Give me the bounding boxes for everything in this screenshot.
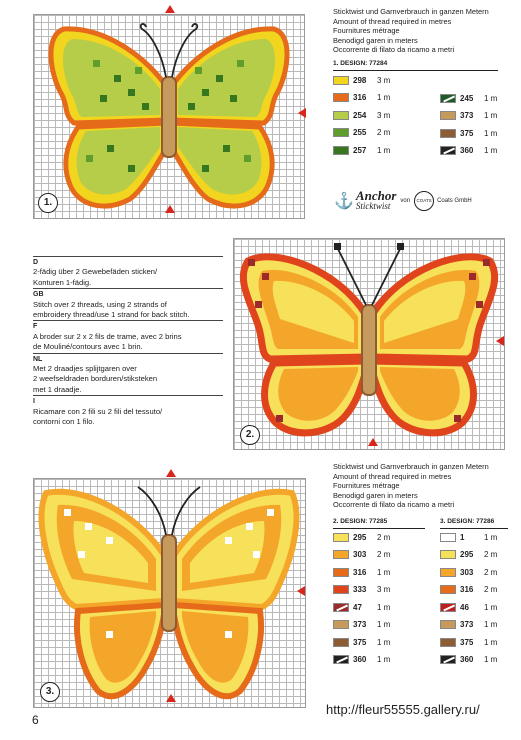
thread-code: 295: [460, 550, 474, 559]
thread-row: [333, 601, 413, 613]
color-swatch: [333, 533, 349, 542]
pattern-chart-1: [33, 14, 305, 219]
color-swatch: [333, 568, 349, 577]
brand-sub: Sticktwist: [355, 201, 391, 211]
thread-quantity: 2 m: [484, 567, 498, 577]
thread-quantity: 1 m: [484, 93, 498, 103]
thread-row: [440, 636, 520, 648]
thread-code: 360: [460, 146, 474, 155]
thread-row: [440, 619, 520, 631]
language-code: I: [33, 395, 223, 406]
thread-code: 303: [353, 550, 367, 559]
info-line: Benodigd garen in meters: [333, 490, 418, 500]
thread-row: [440, 601, 520, 613]
thread-code: 360: [353, 655, 367, 664]
thread-quantity: 1 m: [377, 637, 391, 647]
butterfly-3-drawing: [34, 479, 305, 707]
instruction-line: Konturen 1-fädig.: [33, 277, 92, 287]
thread-code: 295: [353, 532, 367, 542]
thread-code: 316: [353, 567, 367, 577]
center-marker-top-3: [166, 469, 176, 477]
thread-row: [440, 566, 520, 578]
center-marker-bottom-3: [166, 694, 176, 702]
center-marker-top-1: [165, 5, 175, 13]
thread-quantity: 3 m: [377, 585, 391, 594]
thread-code: 254: [353, 110, 367, 120]
color-swatch: [333, 128, 349, 137]
footer-url[interactable]: http://fleur55555.gallery.ru/: [326, 702, 480, 717]
color-swatch: [440, 585, 456, 594]
instruction-line: Ricamare con 2 fili su 2 fili del tessuto/: [33, 406, 163, 416]
design-number-3: 3.: [40, 682, 60, 702]
color-swatch: [440, 146, 456, 155]
brand-name: Anchor: [355, 188, 397, 203]
instructions: [33, 256, 223, 428]
pattern-chart-2: [233, 238, 505, 450]
thread-code: 375: [353, 637, 367, 647]
center-marker-right-3: [297, 586, 305, 596]
info-line: Sticktwist und Garnverbrauch in ganzen Metern: [333, 7, 489, 16]
info-line: Occorrente di filato da ricamo a metri: [333, 500, 455, 510]
thread-code: 255: [353, 128, 367, 137]
thread-code: 303: [460, 567, 474, 577]
anchor-icon: ⚓: [334, 193, 354, 210]
thread-code: 47: [353, 602, 362, 612]
thread-row: [333, 566, 413, 578]
thread-code: 298: [353, 75, 367, 85]
color-swatch: [333, 620, 349, 629]
thread-code: 46: [460, 602, 469, 612]
thread-row: [440, 654, 520, 666]
thread-row: [333, 549, 413, 561]
anchor-logo: [334, 190, 472, 212]
thread-quantity: 1 m: [377, 602, 391, 612]
thread-row: [333, 144, 413, 156]
thread-row: [333, 619, 413, 631]
thread-code: 316: [460, 585, 474, 594]
info-line: Sticktwist und Garnverbrauch in ganzen Metern: [333, 462, 489, 471]
color-swatch: [440, 568, 456, 577]
instruction-line: Stitch over 2 threads, using 2 strands of: [33, 299, 167, 309]
coats-gmbh-text: Coats GmbH: [437, 198, 472, 204]
color-swatch: [440, 655, 456, 664]
thread-quantity: 1 m: [377, 620, 391, 629]
thread-quantity: 1 m: [377, 93, 391, 102]
thread-quantity: 2 m: [377, 532, 391, 542]
thread-quantity: 2 m: [377, 128, 391, 137]
backstitch-slash-icon: [336, 604, 348, 610]
thread-code: 375: [460, 128, 474, 138]
color-swatch: [333, 76, 349, 85]
info-line: Benodigd garen in meters: [333, 35, 418, 45]
butterfly-2-drawing: [234, 239, 504, 449]
backstitch-slash-icon: [443, 95, 455, 101]
center-marker-right-1: [298, 108, 306, 118]
thread-quantity: 2 m: [377, 550, 391, 559]
color-swatch: [440, 638, 456, 647]
instruction-line: 2-fädig über 2 Gewebefäden sticken/: [33, 267, 158, 277]
thread-quantity: 1 m: [377, 567, 391, 577]
backstitch-slash-icon: [443, 657, 455, 663]
color-swatch: [333, 111, 349, 120]
thread-row: [440, 110, 520, 122]
backstitch-slash-icon: [443, 604, 455, 610]
thread-quantity: 2 m: [484, 585, 498, 594]
info-line: Fournitures métrage: [333, 26, 400, 36]
thread-quantity: 1 m: [484, 602, 498, 612]
color-swatch: [333, 93, 349, 102]
design-number-2: 2.: [240, 425, 260, 445]
thread-quantity: 1 m: [377, 145, 391, 155]
thread-quantity: 1 m: [484, 146, 498, 155]
thread-quantity: 1 m: [484, 128, 498, 138]
center-marker-bottom-2: [368, 438, 378, 446]
thread-quantity: 3 m: [377, 110, 391, 120]
coats-circle-icon: COATS: [414, 191, 434, 211]
thread-row: [440, 145, 520, 157]
thread-row: [333, 74, 413, 86]
center-marker-bottom-1: [165, 205, 175, 213]
thread-row: [333, 531, 413, 543]
thread-quantity: 1 m: [484, 532, 498, 542]
design-label-text: 3. DESIGN: 77286: [440, 518, 495, 525]
center-marker-right-2: [496, 336, 504, 346]
thread-code: 373: [460, 620, 474, 629]
pattern-chart-3: [33, 478, 306, 708]
thread-row: [440, 92, 520, 104]
color-swatch: [440, 94, 456, 103]
color-swatch: [333, 603, 349, 612]
language-code: GB: [33, 288, 223, 299]
design-number-1: 1.: [38, 193, 58, 213]
thread-quantity: 1 m: [484, 111, 498, 120]
thread-code: 360: [460, 655, 474, 664]
design-label-1: [333, 60, 498, 67]
thread-code: 257: [353, 145, 367, 155]
color-swatch: [440, 111, 456, 120]
color-swatch: [333, 655, 349, 664]
thread-info-2: [333, 462, 489, 510]
color-swatch: [333, 146, 349, 155]
thread-row: [440, 127, 520, 139]
butterfly-1: [51, 24, 287, 206]
thread-code: 245: [460, 93, 474, 103]
thread-code: 333: [353, 585, 367, 594]
thread-row: [333, 636, 413, 648]
thread-quantity: 1 m: [377, 655, 391, 664]
color-swatch: [333, 638, 349, 647]
info-line: Amount of thread required in metres: [333, 16, 452, 26]
thread-code: 316: [353, 93, 367, 102]
instruction-line: embroidery thread/use 1 strand for back stitch.: [33, 310, 190, 320]
thread-quantity: 2 m: [484, 550, 498, 559]
thread-row: [440, 584, 520, 596]
color-swatch: [440, 550, 456, 559]
thread-code: 1: [460, 532, 465, 542]
thread-row: [440, 531, 520, 543]
design-label-text: 1. DESIGN: 77284: [333, 60, 388, 67]
color-swatch: [440, 533, 456, 542]
butterfly-1-drawing: [34, 15, 304, 218]
thread-code: 373: [460, 111, 474, 120]
info-line: Amount of thread required in metres: [333, 471, 452, 481]
butterfly-3: [42, 487, 297, 696]
language-code: D: [33, 256, 223, 267]
thread-quantity: 1 m: [484, 637, 498, 647]
color-swatch: [440, 603, 456, 612]
design-label-3: [440, 518, 508, 525]
color-swatch: [440, 129, 456, 138]
thread-info-1: [333, 7, 489, 55]
language-code: NL: [33, 353, 223, 364]
thread-code: 373: [353, 620, 367, 629]
von-text: von: [400, 198, 411, 204]
design-label-text: 2. DESIGN: 77285: [333, 518, 388, 525]
thread-quantity: 1 m: [484, 655, 498, 664]
color-swatch: [440, 620, 456, 629]
design-label-2: [333, 518, 425, 525]
instruction-line: contorni con 1 filo.: [33, 417, 95, 427]
instruction-line: de Mouliné/contours avec 1 brin.: [33, 342, 143, 352]
thread-row: [333, 584, 413, 596]
info-line: Fournitures métrage: [333, 481, 400, 491]
thread-row: [333, 654, 413, 666]
thread-quantity: 3 m: [377, 75, 391, 85]
thread-row: [333, 109, 413, 121]
color-swatch: [333, 550, 349, 559]
color-swatch: [333, 585, 349, 594]
backstitch-slash-icon: [443, 148, 455, 154]
thread-code: 375: [460, 637, 474, 647]
thread-row: [333, 92, 413, 104]
info-line: Occorrente di filato da ricamo a metri: [333, 45, 455, 55]
instruction-line: 2 weefseldraden borduren/stiksteken: [33, 374, 158, 384]
instruction-line: A broder sur 2 x 2 fils de trame, avec 2 brins: [33, 331, 182, 341]
thread-row: [333, 127, 413, 139]
thread-row: [440, 549, 520, 561]
language-code: F: [33, 320, 223, 331]
backstitch-slash-icon: [336, 657, 348, 663]
page-number: 6: [32, 713, 39, 727]
instruction-line: Met 2 draadjes splijtgaren over: [33, 364, 137, 374]
thread-quantity: 1 m: [484, 620, 498, 629]
butterfly-2: [243, 243, 494, 433]
instruction-line: met 1 draadje.: [33, 384, 82, 394]
